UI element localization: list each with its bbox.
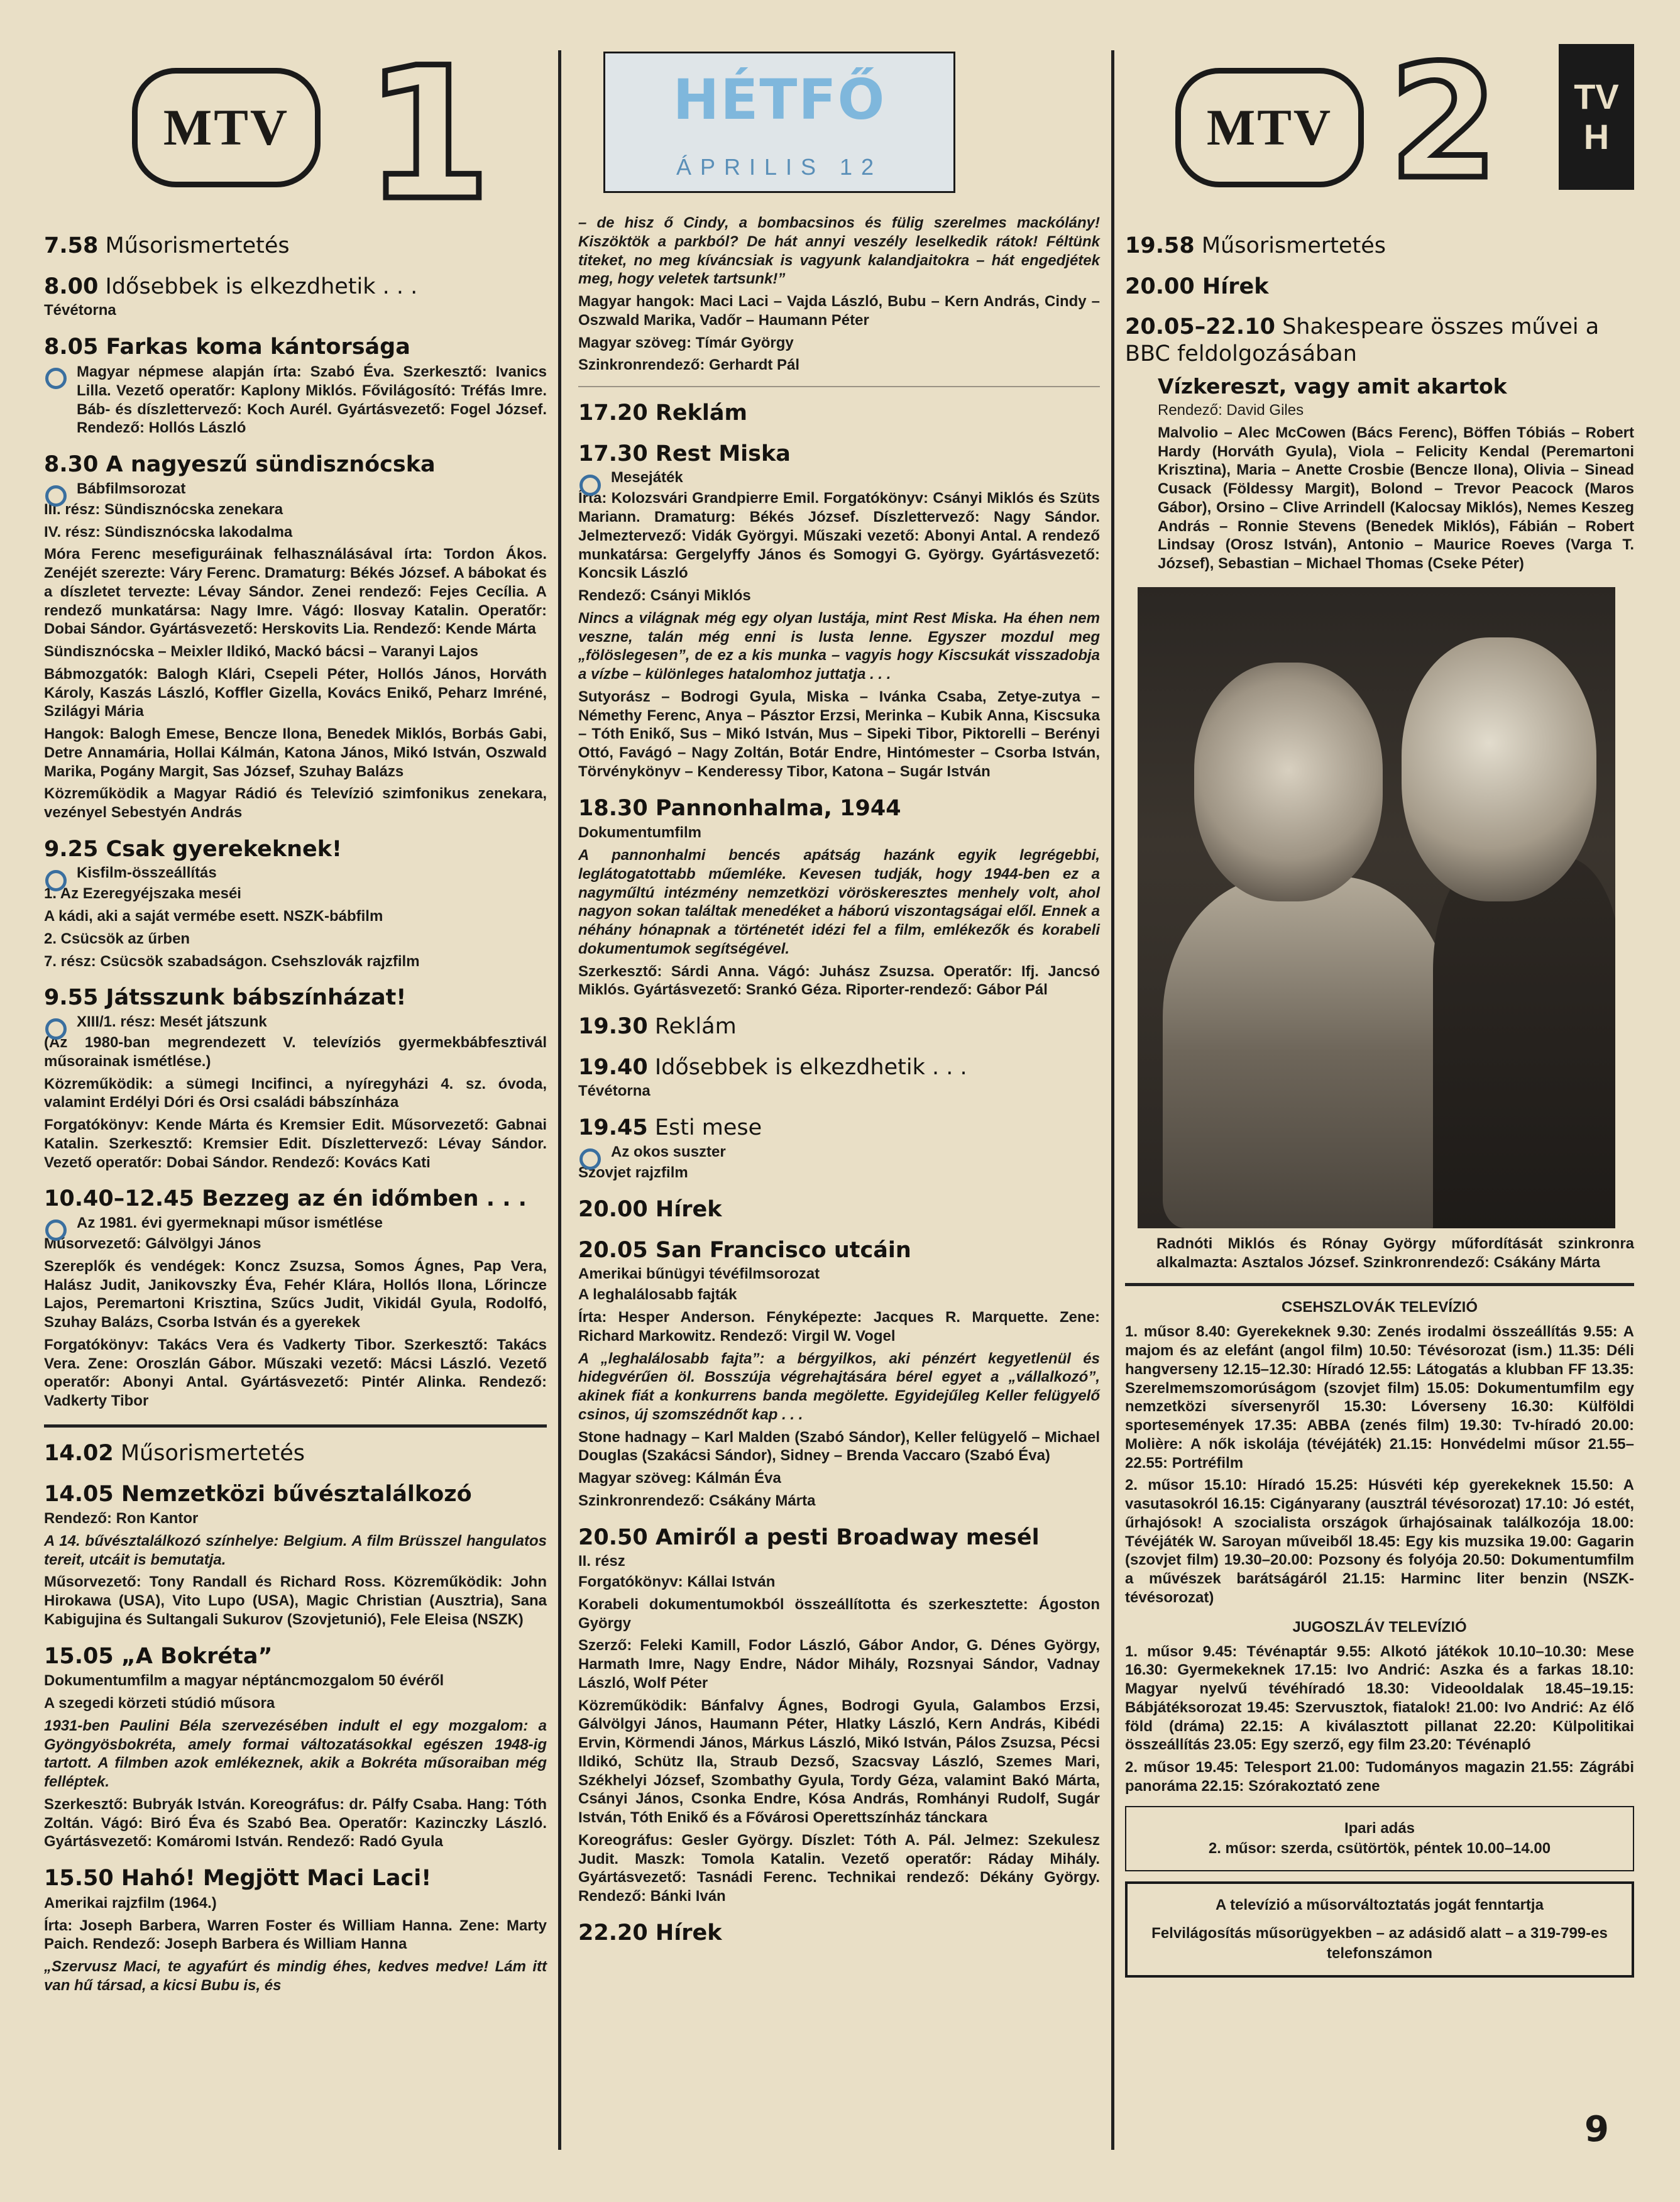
program-title: Hírek xyxy=(655,1920,722,1946)
divider xyxy=(1125,1283,1634,1286)
program-time: 7.58 xyxy=(44,233,99,258)
program-subtitle: Bábfilmsorozat xyxy=(77,480,186,497)
program-detail: A 14. bűvésztalálkozó színhelye: Belgium. A film Brüsszel hangulatos tereit, utcáit is bemutatja. xyxy=(44,1532,547,1568)
mtv2-logo xyxy=(1125,31,1634,233)
program-entry xyxy=(1125,273,1634,300)
middle-program-list xyxy=(578,400,1100,1947)
program-heading xyxy=(1125,314,1634,367)
program-entry xyxy=(44,1643,547,1851)
program-detail: 7. rész: Csücsök szabadságon. Csehszlovák rajzfilm xyxy=(44,952,420,970)
program-title: Nemzetközi bűvésztalálkozó xyxy=(121,1481,472,1507)
program-title: A nagyeszű sündisznócska xyxy=(106,452,436,478)
program-detail: Stone hadnagy – Karl Malden (Szabó Sándor), Keller felügyelő – Michael Douglas (Szakácsi Sándor), Sidney – Brenda Vaccaro (Szabó Éva) xyxy=(578,1428,1100,1465)
program-detail: A szegedi körzeti stúdió műsora xyxy=(44,1695,275,1712)
divider xyxy=(578,386,1100,387)
day-date: ÁPRILIS 12 xyxy=(676,154,883,180)
program-heading xyxy=(44,1481,547,1508)
program-title: Műsorismertetés xyxy=(1201,233,1386,258)
program-time: 17.20 xyxy=(578,400,648,426)
program-entry xyxy=(44,233,547,260)
program-detail: A leghalálosabb fajták xyxy=(578,1286,737,1304)
program-time: 18.30 xyxy=(578,795,648,821)
program-entry xyxy=(578,1524,1100,1906)
program-title: Bezzeg az én időmben . . . xyxy=(202,1186,527,1212)
program-entry xyxy=(44,1865,547,1995)
program-time: 17.30 xyxy=(578,441,648,466)
program-heading xyxy=(578,795,1100,822)
program-entry xyxy=(44,273,547,321)
scene-photo xyxy=(1138,587,1615,1228)
program-subtitle: II. rész xyxy=(578,1553,625,1570)
program-detail: A kádi, aki a saját vermébe esett. NSZK-bábfilm xyxy=(44,908,383,925)
column-divider xyxy=(1111,50,1114,2150)
program-title: Farkas koma kántorsága xyxy=(106,334,410,360)
mtv1-logo-text: MTV xyxy=(132,68,321,187)
program-heading xyxy=(44,1643,547,1670)
program-heading xyxy=(44,273,547,300)
program-time: 20.00 xyxy=(1125,273,1195,299)
program-detail: Forgatókönyv: Kállai István xyxy=(578,1573,776,1591)
program-heading xyxy=(578,400,1100,427)
program-entry xyxy=(578,1013,1100,1040)
notice-rights: A televízió a műsorváltoztatás jogát fenntartja xyxy=(1216,1896,1544,1914)
program-heading xyxy=(1125,273,1634,300)
program-subtitle: Az 1981. évi gyermeknapi műsor ismétlése xyxy=(77,1214,383,1232)
continued-detail: Magyar hangok: Maci Laci – Vajda László, Bubu – Kern András, Cindy – Oszwald Marika, Vadőr – Haumann Péter xyxy=(578,293,1100,329)
notice-box xyxy=(1125,1881,1634,1978)
program-entry xyxy=(44,1481,547,1629)
program-detail: Dokumentumfilm a magyar néptáncmozgalom 50 évéről xyxy=(44,1672,444,1690)
program-subtitle: Kisfilm-összeállítás xyxy=(77,864,217,882)
program-detail: Forgatókönyv: Kende Márta és Kremsier Edit. Műsorvezető: Gabnai Katalin. Szerkesztő: Kremsier Edit. Díszlettervező: Lévay Sándor. Vezető operatőr: Dobai Sándor. Rendező: Kovács Kati xyxy=(44,1116,547,1171)
program-detail: Írta: Hesper Anderson. Fényképezte: Jacques R. Marquette. Zene: Richard Markowitz. Rendező: Virgil W. Vogel xyxy=(578,1309,1100,1345)
program-entry xyxy=(1125,314,1634,367)
program-detail: Hangok: Balogh Emese, Bencze Ilona, Benedek Miklós, Borbás Gabi, Detre Annamária, Hollai Kálmán, Katona János, Mikó István, Oszwald Marika, Pogány Margit, Sas József, Szuhay Balázs xyxy=(44,725,547,780)
program-title: Esti mese xyxy=(654,1115,762,1141)
program-heading xyxy=(578,1054,1100,1081)
program-time: 19.58 xyxy=(1125,233,1195,258)
program-detail: Közreműködik: a sümegi Incifinci, a nyíregyházi 4. sz. óvoda, valamint Erdélyi Dóri és Orsi családi bábszínháza xyxy=(44,1075,547,1111)
program-heading xyxy=(578,1115,1100,1142)
channel2-column xyxy=(1125,31,1634,1988)
program-entry xyxy=(44,1186,547,1410)
children-program-icon xyxy=(45,485,67,507)
program-time: 8.05 xyxy=(44,334,99,360)
yu-tv-program2: 2. műsor 19.45: Telesport 21.00: Tudományos magazin 21.55: Zágrábi panoráma 22.15: Szórakoztató zene xyxy=(1125,1759,1634,1795)
program-detail: Dokumentumfilm xyxy=(578,824,702,842)
program-time: 19.45 xyxy=(578,1115,648,1141)
program-entry xyxy=(578,795,1100,999)
continued-detail: Szinkronrendező: Gerhardt Pál xyxy=(578,356,800,374)
program-entry xyxy=(44,1440,547,1467)
program-title: Reklám xyxy=(654,1014,737,1040)
cz-tv-program1: 1. műsor 8.40: Gyerekeknek 9.30: Zenés irodalmi összeállítás 9.55: A majom és az elefánt (angol film) 10.50: Tévésorozat (ism.) 11.35: Déli hangverseny 12.15–12.30: Híradó 12.55: Látogatás a klubban FF 13.35: Szerelmemszomorúságom (szovjet film) 15.05: Dokumentumfilm egy nemzetközi síversenyről 15.30: Lóverseny 16.30: Külföldi sportesemények 17.35: ABBA (zenés film) 19.30: Tv-híradó 20.00: Molière: A nők iskolája (tévéjáték) 21.15: Honvédelmi műsor 21.55–22.55: Portréfilm xyxy=(1125,1323,1634,1472)
program-time: 15.50 xyxy=(44,1866,114,1891)
program-detail: 1. Az Ezeregyéjszaka meséi xyxy=(44,885,241,903)
program-time: 14.02 xyxy=(44,1440,114,1466)
column-divider xyxy=(558,50,561,2150)
program-detail: A „leghalálosabb fajta”: a bérgyilkos, aki pénzért kegyetlenül és hidegvérűen öl. Bosszúja végrehajtására bérel egyet a „vállalkozó”, akinek fiát a konkurrens banda megölette. Egyidejűleg Keller felügyelő csinos, új szomszédnőt kap . . . xyxy=(578,1350,1100,1423)
program-subtitle: Az okos suszter xyxy=(611,1143,726,1161)
program-detail: Bábmozgatók: Balogh Klári, Csepeli Péter, Hollós János, Horváth Károly, Kaszás László, Koffler Gizella, Kovács Enikő, Peharz Imréné, Szilágyi Mária xyxy=(44,665,547,720)
ipari-title: Ipari adás xyxy=(1344,1819,1415,1837)
program-detail: Írta: Kolozsvári Grandpierre Emil. Forgatókönyv: Csányi Miklós és Szüts Mariann. Dramaturg: Békés József. Díszlettervező: Nagy Sándor. Jelmeztervező: Vidák Györgyi. Műszaki vezető: Abonyi Antal. A rendező munkatársa: Gergelyffy János és Somogyi G. György. Gyártásvezető: Koncsik László xyxy=(578,490,1100,582)
channel1-program-list-afternoon xyxy=(44,1440,547,1995)
program-entry xyxy=(44,451,547,822)
program-heading xyxy=(578,1920,1100,1947)
program-time: 20.05 xyxy=(578,1237,648,1263)
program-entry xyxy=(44,984,547,1172)
program-heading xyxy=(578,1524,1100,1551)
program-heading xyxy=(578,441,1100,468)
program-detail: Írta: Joseph Barbera, Warren Foster és William Hanna. Zene: Marty Paich. Rendező: Joseph Barbera és William Hanna xyxy=(44,1917,547,1953)
program-heading xyxy=(44,1865,547,1892)
program-heading xyxy=(44,334,547,361)
day-title: HÉTFŐ xyxy=(673,67,886,132)
program-heading xyxy=(578,1196,1100,1223)
program-detail: 1931-ben Paulini Béla szervezésében indult el egy mozgalom: a Gyöngyösbokréta, amely formai változatásokkal egészen 1948-ig tartott. A filmben azok emlékeznek, akik a Bokréta műsoraiban még felléptek. xyxy=(44,1717,547,1791)
program-entry xyxy=(578,1237,1100,1511)
program-title: Játsszunk bábszínházat! xyxy=(106,985,407,1011)
program-entry xyxy=(578,400,1100,427)
program-time: 20.00 xyxy=(578,1196,648,1222)
program-detail: Magyar népmese alapján írta: Szabó Éva. Szerkesztő: Ivanics Lilla. Vezető operatőr: Kaplony Miklós. Fővilágosító: Tréfás Imre. Báb- és díszlettervező: Koch Aurél. Gyártásvezető: Fogel József. Rendező: Hollós László xyxy=(77,363,547,437)
program-time: 14.05 xyxy=(44,1481,114,1507)
page-number: 9 xyxy=(1584,2109,1609,2150)
tv-h-badge xyxy=(1559,44,1634,190)
program-entry xyxy=(44,836,547,971)
photo-caption: Radnóti Miklós és Rónay György műfordítását szinkronra alkalmazta: Asztalos József. Szinkronrendező: Csákány Márta xyxy=(1156,1235,1634,1271)
program-title: Rest Miska xyxy=(655,441,791,466)
mtv1-logo xyxy=(44,29,547,241)
program-detail: Korabeli dokumentumokból összeállította és szerkesztette: Ágoston György xyxy=(578,1595,1100,1632)
program-detail: Műsorvezető: Tony Randall és Richard Ross. Közreműködik: John Hirokawa (USA), Vito Lupo (USA), Magic Christian (Ausztria), Sana Kabigujina és Sultangali Sukurov (Szovjetunió), Fele Eleisa (NSZK) xyxy=(44,1573,547,1628)
program-subtitle: Tévétorna xyxy=(44,302,116,319)
ipari-line: 2. műsor: szerda, csütörtök, péntek 10.00–14.00 xyxy=(1208,1839,1551,1857)
channel2-program-list xyxy=(1125,233,1634,368)
program-time: 8.00 xyxy=(44,273,99,299)
program-detail: Szerkesztő: Sárdi Anna. Vágó: Juhász Zsuzsa. Operatőr: Ifj. Jancsó Miklós. Gyártásvezető: Srankó Géza. Riporter-rendező: Gábor Pál xyxy=(578,962,1100,999)
program-title: Hírek xyxy=(655,1196,722,1222)
program-title: Csak gyerekeknek! xyxy=(106,836,342,862)
program-detail: III. rész: Sündisznócska zenekara xyxy=(44,500,283,518)
program-time: 9.25 xyxy=(44,836,99,862)
feature-title: Vízkereszt, vagy amit akartok xyxy=(1158,373,1507,399)
program-title: San Francisco utcáin xyxy=(655,1237,911,1263)
yu-tv-program1: 1. műsor 9.45: Tévénaptár 9.55: Alkotó játékok 10.10–10.30: Mese 16.30: Gyermekeknek 17.15: Ivo Andrić: Aszka és a farkas 18.10: Magyar nyelvű tévéhíradó 18.30: Videooldalak 18.45–19.15: Bábjátéksorozat 19.45: Szervusztok, fiatalok! 21.00: Ivo Andrić: Az élő föld (dráma) 22.15: A kiválasztott pillanat 22.20: Külpolitikai összeállítás 23.05: Egy szerző, egy film 23.20: Tévénapló xyxy=(1125,1643,1634,1754)
program-detail: A pannonhalmi bencés apátság hazánk egyik legrégebbi, leglátogatottabb műemléke. Kevesen tudják, hogy 1944-ben ez a nagyműltú intézmény nemzetközi vöröskeresztes menhely volt, ahol nagyon sokan találtak menedéket a háború viszontagságai elől. Ennek a néhány hónapnak a történetét idézi fel a film, emlékezők és korabeli dokumentumok segítségével. xyxy=(578,847,1100,957)
h-label: H xyxy=(1583,117,1610,157)
program-title: Műsorismertetés xyxy=(120,1440,305,1466)
cz-tv-program2: 2. műsor 15.10: Híradó 15.25: Húsvéti kép gyerekeknek 15.50: A vasutasokról 16.15: Cigányarany (ausztrál tévésorozat) 17.10: Jó estét, űrhajósok! A szocialista országok űrhajósainak találkozója 18.00: Tévéjáték W. Saroyan műveiből 18.45: Egy kis muzsika 19.00: Gagarin (szovjet film) 19.30–20.00: Pozsony és folyója 20.50: Dokumentumfilm a művészek barátságáról 21.15: Harminc liter benzin (NSZK-tévésorozat) xyxy=(1125,1477,1634,1606)
day-header xyxy=(603,52,955,193)
program-detail: Szerző: Feleki Kamill, Fodor László, Gábor Andor, G. Dénes György, Harmath Imre, Nagy Endre, Nádor Mihály, Rozsnyai Sándor, Vadnay László, Wolf Péter xyxy=(578,1637,1100,1692)
continued-detail: Magyar szöveg: Tímár György xyxy=(578,334,794,351)
program-detail: Amerikai rajzfilm (1964.) xyxy=(44,1894,217,1912)
program-subtitle: Mesejáték xyxy=(611,469,683,487)
program-detail: Szerkesztő: Bubryák István. Koreográfus: dr. Pálfy Csaba. Hang: Tóth Zoltán. Vágó: Biró Éva és Szabó Bea. Operatőr: Kazinczky László. Gyártásvezető: Komáromi István. Rendező: Radó Gyula xyxy=(44,1795,547,1851)
continued-text xyxy=(578,214,1100,375)
program-title: Reklám xyxy=(655,400,747,426)
program-title: Pannonhalma, 1944 xyxy=(655,795,901,821)
program-time: 9.55 xyxy=(44,985,99,1011)
program-detail: (Az 1980-ban megrendezett V. televíziós gyermekbábfesztivál műsorainak ismétlése.) xyxy=(44,1034,547,1070)
program-heading xyxy=(44,1186,547,1213)
program-subtitle: Tévétorna xyxy=(578,1082,651,1100)
program-detail: 2. Csücsök az űrben xyxy=(44,930,190,947)
program-detail: Szinkronrendező: Csákány Márta xyxy=(578,1492,816,1509)
mtv2-logo-text: MTV xyxy=(1175,68,1364,187)
channel1-column xyxy=(44,29,547,2009)
feature-cast: Malvolio – Alec McCowen (Bács Ferenc), Böffen Tóbiás – Robert Hardy (Horváth Gyula), Viola – Felicity Kendal (Peremartoni Krisztina), Maria – Anette Crosbie (Bencze Ilona), Olivia – Sinead Cusack (Földessy Margit), Bolond – Trevor Peacock (Maros Gábor), Orsino – Clive Arrindell (Kalocsay Miklós), Nemes Keszeg András – Ronnie Stevens (Benedek Miklós), Fábián – Robert Lindsay (Orosz István), Antonio – Maurice Roeves (Varga T. József), Sebastian – Michael Thomas (Cseke Péter) xyxy=(1158,424,1634,572)
program-entry xyxy=(578,1115,1100,1182)
yu-tv-title: JUGOSZLÁV TELEVÍZIÓ xyxy=(1292,1618,1467,1636)
middle-column xyxy=(578,44,1100,1961)
program-detail: Magyar szöveg: Kálmán Éva xyxy=(578,1470,781,1487)
program-detail: Rendező: Csányi Miklós xyxy=(578,587,751,605)
notice-phone: Felvilágosítás műsorügyekben – az adásidő alatt – a 319-799-es telefonszámon xyxy=(1151,1924,1608,1963)
channel1-program-list xyxy=(44,233,547,1411)
program-heading xyxy=(44,984,547,1011)
continued-detail: – de hisz ő Cindy, a bombacsinos és fülig szerelmes mackólány! Kiszöktök a parkból? De hát annyi veszély leselkedik rátok! Féltünk titeket, no meg kíváncsiak is vagyunk kalandjaitokra – hát engedjétek meg, hogy veletek tartsunk!” xyxy=(578,214,1100,288)
program-time: 10.40–12.45 xyxy=(44,1186,194,1212)
program-detail: Rendező: Ron Kantor xyxy=(44,1510,199,1528)
program-detail: „Szervusz Maci, te agyafúrt és mindig éhes, kedves medve! Lám itt van hű társad, a kicsi Bubu is, és xyxy=(44,1958,547,1994)
program-detail: Szereplők és vendégek: Koncz Zsuzsa, Somos Ágnes, Pap Vera, Halász Judit, Janikovszky Éva, Fehér Klára, Hollós Ilona, Lőrincze Lajos, Peremartoni Krisztina, Szűcs Judit, Vikidál Gyula, Rodolfó, Szuhay Balázs, Csorba István és a gyerekek xyxy=(44,1257,547,1331)
program-detail: Közreműködik a Magyar Rádió és Televízió szimfonikus zenekara, vezényel Sebestyén András xyxy=(44,785,547,821)
program-entry xyxy=(44,334,547,438)
program-heading xyxy=(44,836,547,863)
program-detail: Sündisznócska – Meixler Ildikó, Mackó bácsi – Varanyi Lajos xyxy=(44,643,478,660)
program-title: Hahó! Megjött Maci Laci! xyxy=(121,1866,432,1891)
program-time: 22.20 xyxy=(578,1920,648,1946)
program-title: Idősebbek is elkezdhetik . . . xyxy=(654,1054,967,1080)
program-entry xyxy=(1125,233,1634,260)
feature-director: Rendező: David Giles xyxy=(1158,402,1304,419)
feature-program xyxy=(1125,374,1634,573)
tv-listing-page xyxy=(44,29,1634,2169)
program-entry xyxy=(578,441,1100,781)
program-time: 19.30 xyxy=(578,1014,648,1040)
program-heading xyxy=(578,1237,1100,1264)
mtv1-logo-number: 1 xyxy=(365,29,491,241)
ipari-adas-box xyxy=(1125,1806,1634,1872)
program-subtitle: Amerikai bűnügyi tévéfilmsorozat xyxy=(578,1265,820,1283)
program-time: 19.40 xyxy=(578,1054,648,1080)
program-heading xyxy=(578,1013,1100,1040)
program-heading xyxy=(44,451,547,478)
program-detail: Nincs a világnak még egy olyan lustája, mint Rest Miska. Ha éhen nem veszne, talán még enni is lusta lenne. Egyszer mozdul meg „fölöslegesen”, de ez a kis munka – vagyis hogy Kiscsukát visszadobja a vízbe – különleges hatalomhoz juttatja . . . xyxy=(578,609,1100,683)
program-entry xyxy=(578,1920,1100,1947)
program-time: 8.30 xyxy=(44,452,99,478)
program-title: Hírek xyxy=(1202,273,1269,299)
cz-tv-title: CSEHSZLOVÁK TELEVÍZIÓ xyxy=(1281,1299,1478,1316)
program-detail: Koreográfus: Gesler György. Díszlet: Tóth A. Pál. Jelmez: Szekulesz Judit. Maszk: Tomola Katalin. Vezető operatőr: Ráday Mihály. Gyártásvezető: Tasnádi Ferenc. Technikai rendező: Dékány György. Rendező: Bánki Iván xyxy=(578,1831,1100,1905)
program-detail: Forgatókönyv: Takács Vera és Vadkerty Tibor. Szerkesztő: Takács Vera. Zene: Oroszlán Gábor. Műszaki vezető: Mácsi László. Vezető operatőr: Abonyi Antal. Gyártásvezető: Pintér Alinka. Rendező: Vadkerty Tibor xyxy=(44,1336,547,1410)
program-detail: Sutyorász – Bodrogi Gyula, Miska – Ivánka Csaba, Zetye-zutya – Némethy Ferenc, Anya – Pásztor Erzsi, Merinka – Kubik Anna, Kiscsuka – Tóth Enikő, Sus – Mikó István, Mus – Sipeki Tibor, Piktorelli – Berényi Ottó, Favágó – Nagy Zoltán, Botár Endre, Hintómester – Csorba István, Törvénykönyv – Kenderessy Tibor, Katona – Sugár István xyxy=(578,688,1100,780)
program-heading xyxy=(1125,233,1634,260)
program-detail: IV. rész: Sündisznócska lakodalma xyxy=(44,523,293,541)
program-detail: Móra Ferenc mesefiguráinak felhasználásával írta: Tordon Ákos. Zenéjét szerezte: Váry Ferenc. Dramaturg: Békés József. A bábokat és a díszletet tervezte: Lévay Sándor. Zenei rendező: Fejes Cecília. A rendező munkatársa: Nagy Imre. Vágó: Ilosvay Katalin. Operatőr: Dobai Sándor. Gyártásvezető: Herskovits Lia. Rendező: Kende Márta xyxy=(44,546,547,638)
program-time: 20.05–22.10 xyxy=(1125,314,1275,340)
program-time: 20.50 xyxy=(578,1524,648,1550)
program-title: Shakespeare összes művei a BBC feldolgozásában xyxy=(1125,314,1600,367)
program-title: Műsorismertetés xyxy=(105,233,290,258)
program-subtitle: XIII/1. rész: Mesét játszunk xyxy=(77,1013,267,1031)
program-heading xyxy=(44,233,547,260)
divider xyxy=(44,1424,547,1428)
program-title: „A Bokréta” xyxy=(121,1643,273,1669)
mtv2-logo-number: 2 xyxy=(1389,31,1498,214)
program-detail: Szovjet rajzfilm xyxy=(578,1164,688,1182)
tv-label: TV xyxy=(1574,76,1619,116)
program-title: Amiről a pesti Broadway mesél xyxy=(655,1524,1040,1550)
children-program-icon xyxy=(579,475,601,496)
children-program-icon xyxy=(45,870,67,891)
program-detail: Műsorvezető: Gálvölgyi János xyxy=(44,1235,261,1253)
program-heading xyxy=(44,1440,547,1467)
program-entry xyxy=(578,1196,1100,1223)
program-detail: Közreműködik: Bánfalvy Ágnes, Bodrogi Gyula, Galambos Erzsi, Gálvölgyi János, Haumann Péter, Hlatky László, Kern András, Kibédi Ervin, Körmendi János, Márkus László, Mikó István, Pálos Zsuzsa, Pécsi Ildikó, Schütz Ila, Straub Dezső, Szacsvay László, Szemes Mari, Székhelyi József, Szombathy Gyula, Tordy Géza, valamint Bakó Márta, Csányi János, Csonka Endre, Kósa András, Romhányi Rudolf, Sugár István, Tóth Enikő és a Fővárosi Operettszínház tánckara xyxy=(578,1697,1100,1827)
program-time: 15.05 xyxy=(44,1643,114,1669)
program-entry xyxy=(578,1054,1100,1101)
program-title: Idősebbek is elkezdhetik . . . xyxy=(105,273,418,299)
